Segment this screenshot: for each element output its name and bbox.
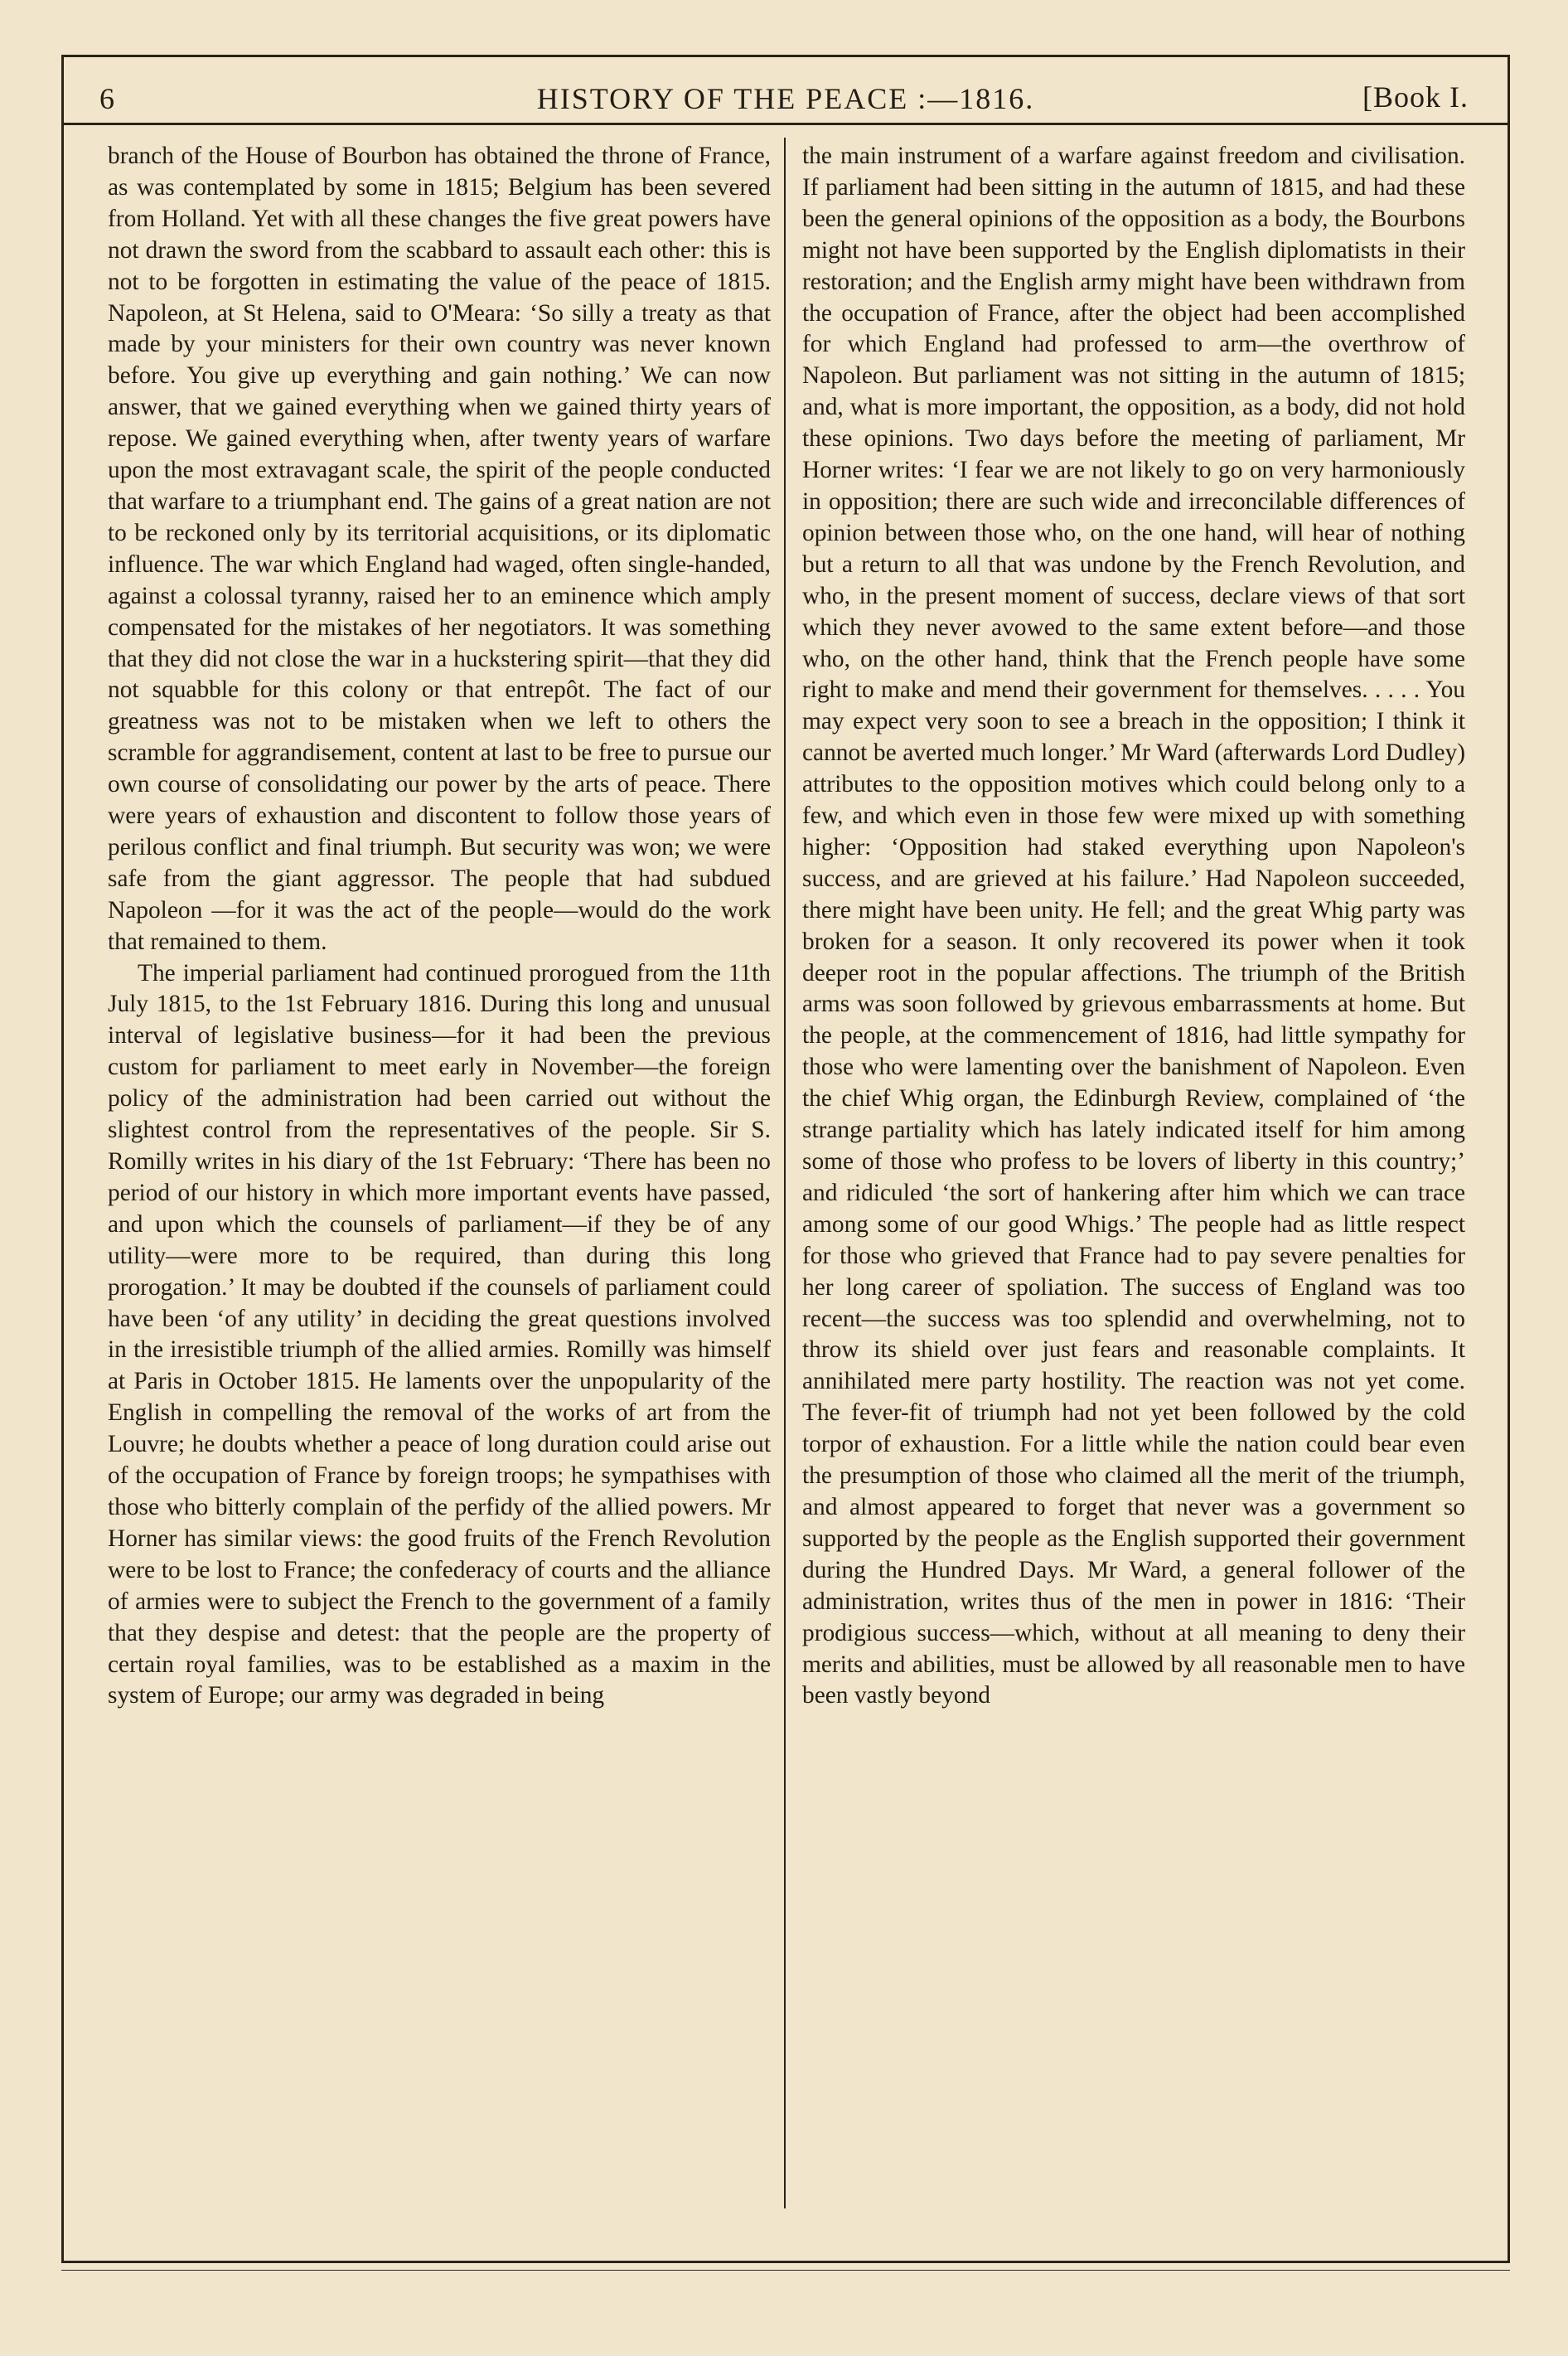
right-paragraph-1: the main instrument of a warfare against freedom and civilisation. If parliament had been sitting in the autumn of 1815, and had these been the general opinions of the opposition as a body, the Bourbons might not have been supported by the English diplomatists in their restoration; and the English army might have been withdrawn from the occupation of France, after the object had been accomplished for which England had professed to arm—the overthrow of Napoleon. But parliament was not sitting in the autumn of 1815; and, what is more important, the opposition, as a body, did not hold these opinions. Two days before the meeting of parliament, Mr Horner writes: ‘I fear we are not likely to go on very harmoniously in opposition; there are such wide and irreconcilable differences of opinion between those who, on the one hand, will hear of nothing but a return to all that was undone by the French Revolution, and who, in the present moment of success, declare views of that sort which they never avowed to the same extent before—and those who, on the other hand, think that the French people have some right to make and mend their government for themselves. . . . . You may expect very soon to see a breach in the opposition; I think it cannot be averted much longer.’ Mr Ward (afterwards Lord Dudley) attributes to the opposition motives which could belong only to a few, and which even in those few were mixed up with something higher: ‘Opposition had staked everything upon Napoleon's success, and are grieved at his failure.’ Had Napoleon succeeded, there might have been unity. He fell; and the great Whig party was broken for a season. It only recovered its power when it took deeper root in the popular affections. The triumph of the British arms was soon followed by grievous embarrassments at home. But the people, at the commencement of 1816, had little sympathy for those who were lamenting over the banishment of Napoleon. Even the chief Whig organ, the Edinburgh Review, complained of ‘the strange partiality which has lately indicated itself for him among some of those who profess to be lovers of liberty in this country;’ and ridiculed ‘the sort of hankering after him which we can trace among some of our good Whigs.’ The people had as little respect for those who grieved that France had to pay severe penalties for her long career of spoliation. The success of England was too recent—the success was too splendid and overwhelming, not to throw its shield over just fears and reasonable complaints. It annihilated mere party hostility. The reaction was not yet come. The fever-fit of triumph had not yet been followed by the cold torpor of exhaustion. For a little while the nation could bear even the presumption of those who claimed all the merit of the triumph, and almost appeared to forget that never was a government so supported by the people as the English supported their government during the Hundred Days. Mr Ward, a general follower of the administration, writes thus of the men in power in 1816: ‘Their prodigious success—which, without at all meaning to deny their merits and abilities, must be allowed by all reasonable men to have been vastly beyond <box>802 143 1465 1709</box>
left-paragraph-2: The imperial parliament had continued prorogued from the 11th July 1815, to the 1st February 1816. During this long and unusual interval of legislative business—for it had been the previous custom for parliament to meet early in November—the foreign policy of the administration had been carried out without the slightest control from the representatives of the people. Sir S. Romilly writes in his diary of the 1st February: ‘There has been no period of our history in which more important events have passed, and upon which the counsels of parliament—if they be of any utility—were more to be required, than during this long prorogation.’ It may be doubted if the counsels of parliament could have been ‘of any utility’ in deciding the great questions involved in the irresistible triumph of the allied armies. Romilly was himself at Paris in October 1815. He laments over the unpopularity of the English in compelling the removal of the works of art from the Louvre; he doubts whether a peace of long duration could arise out of the occupation of France by foreign troops; he sympathises with those who bitterly complain of the perfidy of the allied powers. Mr Horner has similar views: the good fruits of the French Revolution were to be lost to France; the confederacy of courts and the alliance of armies were to subject the French to the government of a family that they despise and detest: that the people are the property of certain royal families, was to be established as a maxim in the system of Europe; our army was degraded in being <box>108 959 771 1709</box>
running-head <box>61 76 1510 118</box>
left-column <box>108 141 771 2230</box>
left-paragraph-1: branch of the House of Bourbon has obtained the throne of France, as was contemplated by some in 1815; Belgium has been severed from Holland. Yet with all these changes the five great powers have not drawn the sword from the scabbard to assault each other: this is not to be forgotten in estimating the value of the peace of 1815. Napoleon, at St Helena, said to O'Meara: ‘So silly a treaty as that made by your ministers for their own country was never known before. You give up everything and gain nothing.’ We can now answer, that we gained everything when we gained thirty years of repose. We gained everything when, after twenty years of warfare upon the most extravagant scale, the spirit of the people conducted that warfare to a triumphant end. The gains of a great nation are not to be reckoned only by its territorial acquisitions, or its diplomatic influence. The war which England had waged, often single-handed, against a colossal tyranny, raised her to an eminence which amply compensated for the mistakes of her negotiators. It was something that they did not close the war in a huckstering spirit—that they did not squabble for this colony or that entrepôt. The fact of our greatness was not to be mistaken when we left to others the scramble for aggrandisement, content at last to be free to pursue our own course of consolidating our power by the arts of peace. There were years of exhaustion and discontent to follow those years of perilous conflict and final triumph. But security was won; we were safe from the giant aggressor. The people that had subdued Napoleon —for it was the act of the people—would do the work that remained to them. <box>108 143 771 955</box>
bottom-rule <box>61 2261 1510 2263</box>
column-divider <box>784 138 786 2208</box>
book-label: [Book I. <box>1362 80 1469 114</box>
page-number: 6 <box>99 82 115 115</box>
running-title: HISTORY OF THE PEACE :—1816. <box>536 82 1035 115</box>
right-column <box>802 141 1465 2230</box>
bottom-thin-rule <box>61 2270 1510 2271</box>
header-rule <box>61 123 1510 125</box>
top-rule <box>61 55 1510 57</box>
